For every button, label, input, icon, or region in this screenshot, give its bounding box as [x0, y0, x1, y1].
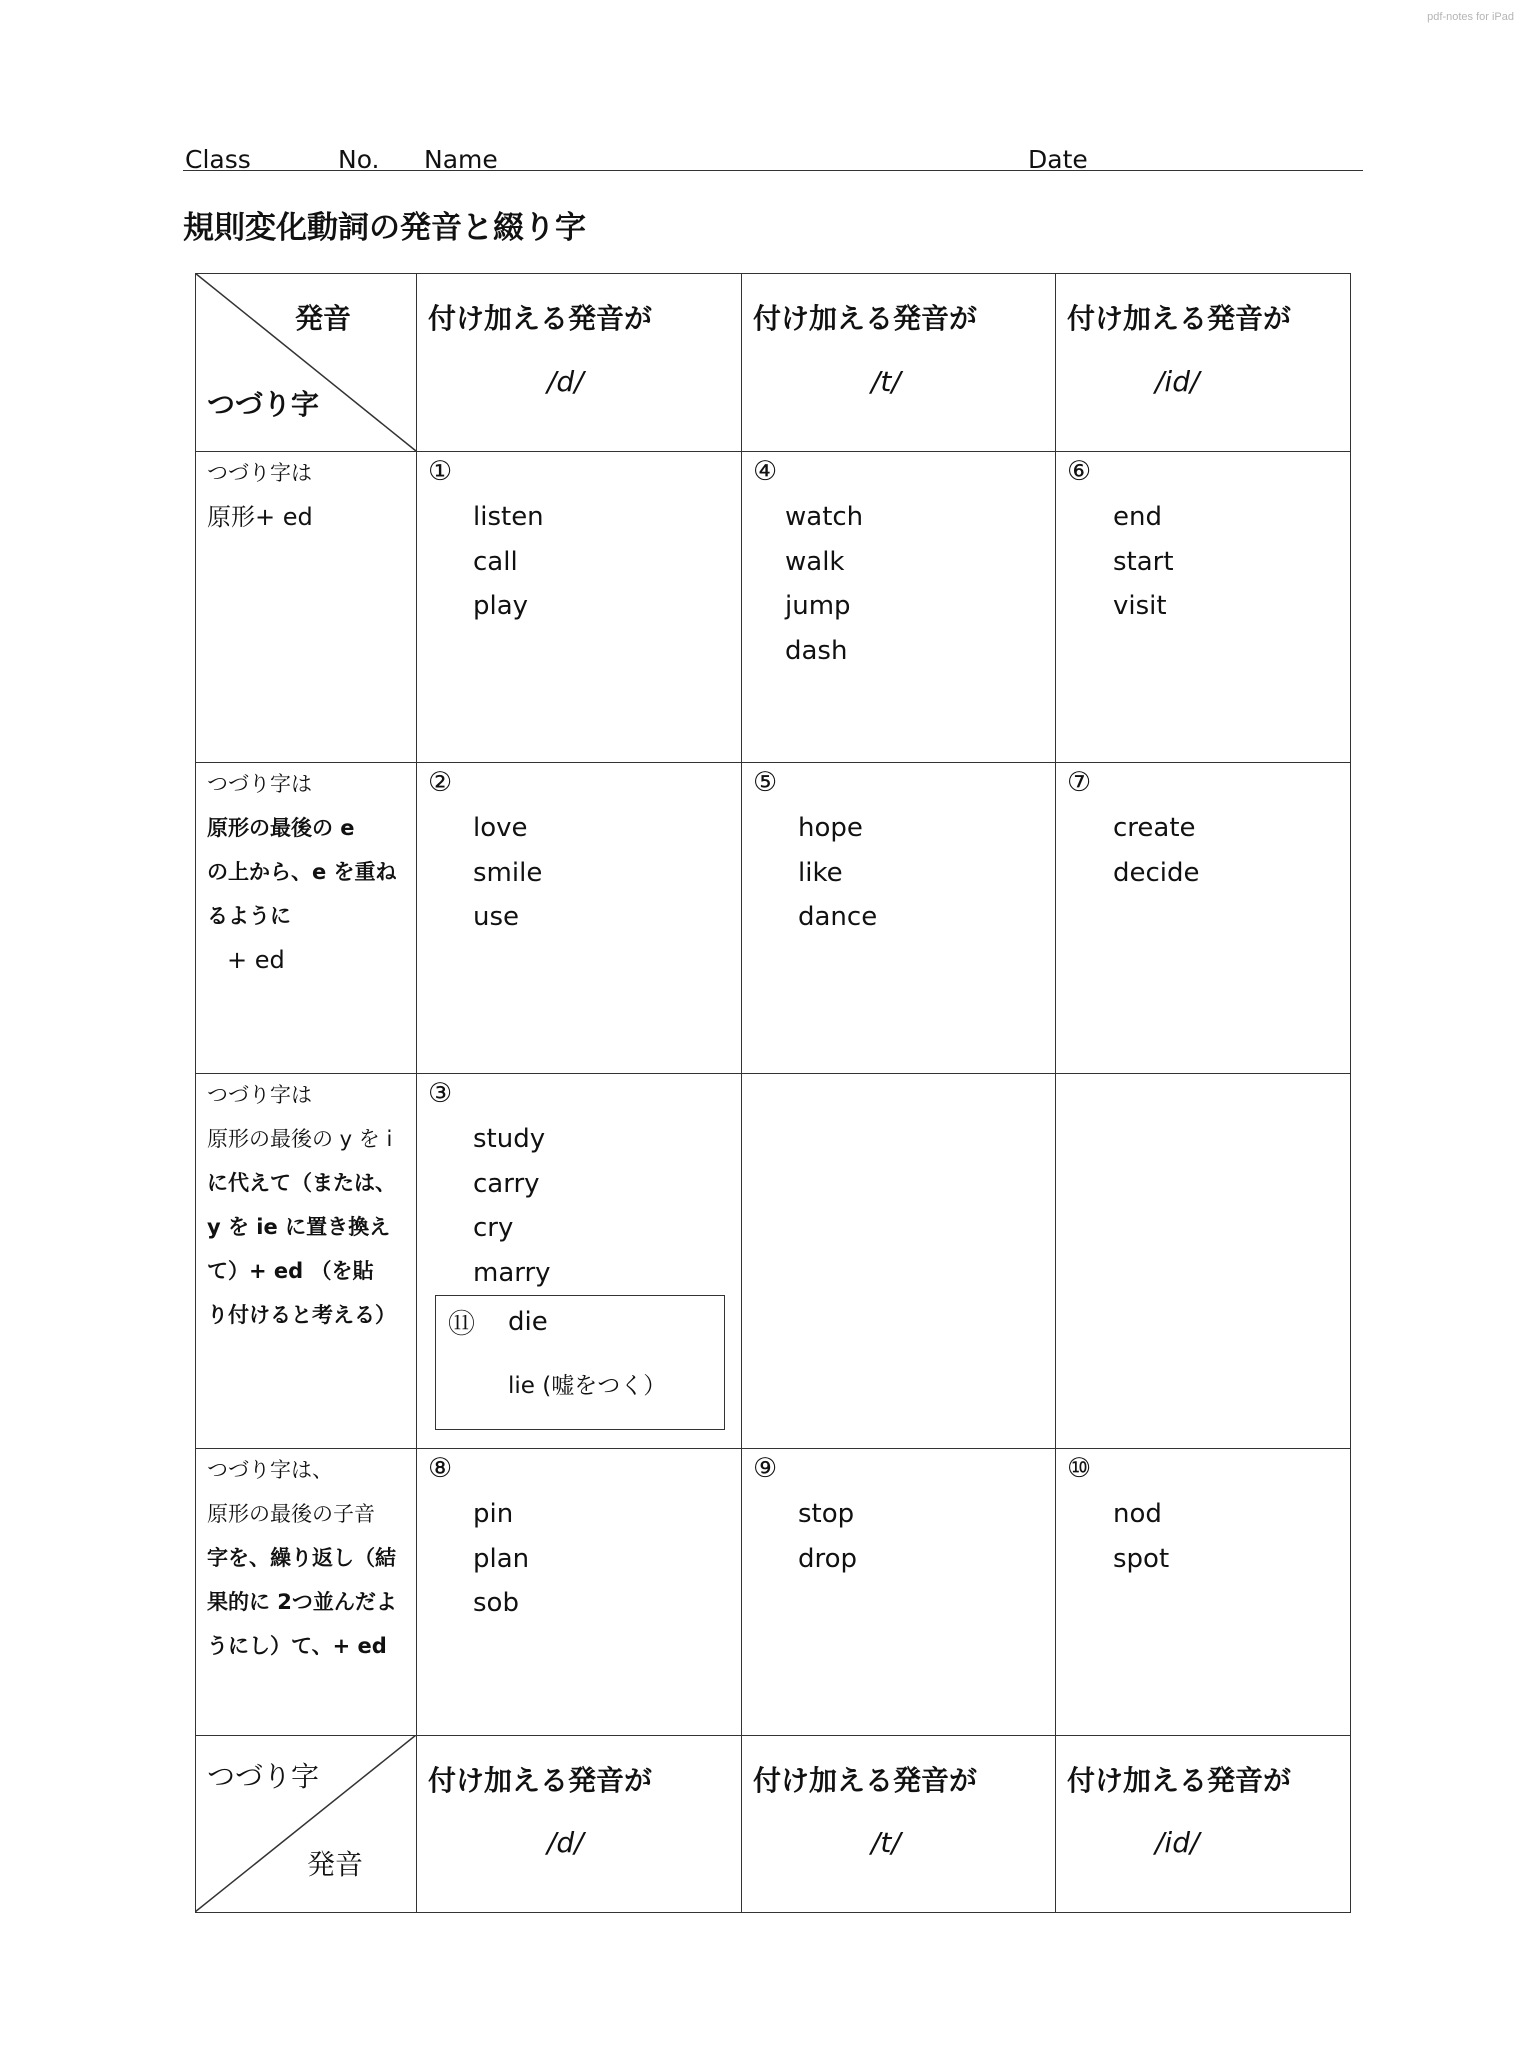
- row2-t-number: ⑤: [753, 767, 778, 798]
- page-title: 規則変化動詞の発音と綴り字: [183, 210, 586, 246]
- column-title-id: 付け加える発音が: [1067, 302, 1292, 335]
- word: nod: [1113, 1499, 1162, 1529]
- row4-d-words: [473, 1492, 529, 1626]
- row4-label-line1: つづり字は、: [207, 1458, 333, 1482]
- row3-label-line4: y を ie に置き換え: [207, 1215, 391, 1239]
- word: spot: [1113, 1543, 1170, 1574]
- row2-label-line5: + ed: [227, 946, 285, 974]
- exception-word-die: die: [508, 1307, 548, 1337]
- name-label: Name: [424, 145, 498, 174]
- row3-label-line1: つづり字は: [207, 1083, 312, 1107]
- date-label: Date: [1028, 145, 1088, 174]
- row3-label-line5: て）+ ed （を貼: [207, 1259, 374, 1283]
- table-divider-1: [416, 273, 417, 1913]
- table-divider-3: [1055, 273, 1056, 1913]
- word: create: [1113, 813, 1196, 843]
- word: dance: [798, 902, 878, 932]
- bottom-column-title-d: 付け加える発音が: [428, 1764, 653, 1797]
- row1-t-number: ④: [753, 456, 778, 487]
- row2-d-words: [473, 806, 542, 940]
- corner-pron-label: 発音: [295, 302, 352, 335]
- column-symbol-id: /id/: [1155, 365, 1200, 398]
- word: listen: [473, 502, 544, 532]
- class-label: Class: [185, 145, 251, 174]
- word: call: [473, 546, 518, 577]
- row4-label-line4: 果的に 2つ並んだよ: [207, 1590, 397, 1614]
- row4-id-words: [1113, 1492, 1169, 1581]
- bottom-column-symbol-d: /d/: [547, 1826, 584, 1859]
- word: start: [1113, 546, 1174, 577]
- table-divider-2: [741, 273, 742, 1913]
- row4-label: [207, 1448, 413, 1668]
- word: walk: [785, 546, 845, 577]
- table-border-left: [195, 273, 196, 1913]
- row2-label-line2: 原形の最後の e: [207, 816, 355, 840]
- word: plan: [473, 1543, 530, 1574]
- bottom-column-symbol-id: /id/: [1155, 1826, 1200, 1859]
- corner-bottom-spell-label: つづり字: [207, 1760, 320, 1793]
- word: carry: [473, 1168, 540, 1199]
- word: pin: [473, 1499, 514, 1529]
- word: love: [473, 813, 528, 843]
- word: play: [473, 591, 529, 621]
- word: end: [1113, 502, 1162, 532]
- word: study: [473, 1124, 546, 1154]
- row2-label-line3: の上から、e を重ね: [207, 860, 397, 884]
- row4-id-number: ⑩: [1067, 1453, 1092, 1484]
- exception-number: ⑪: [448, 1309, 475, 1340]
- row1-id-words: [1113, 495, 1174, 629]
- word: sob: [473, 1588, 519, 1618]
- row1-label-line1: つづり字は: [207, 461, 312, 485]
- row2-label: [207, 762, 413, 982]
- row1-t-words: [785, 495, 863, 673]
- row3-label-line2: 原形の最後の y を i: [207, 1127, 393, 1151]
- corner-bottom-pron-label: 発音: [307, 1848, 364, 1881]
- row1-id-number: ⑥: [1067, 456, 1092, 487]
- exception-box: [435, 1295, 725, 1430]
- row3-d-number: ③: [428, 1078, 453, 1109]
- row2-label-line4: るように: [207, 904, 291, 928]
- row3-label: [207, 1073, 413, 1337]
- corner-spell-label: つづり字: [207, 388, 320, 421]
- row4-t-words: [798, 1492, 857, 1581]
- table-border-right: [1350, 273, 1351, 1913]
- word: stop: [798, 1499, 855, 1529]
- row4-label-line2: 原形の最後の子音: [207, 1502, 375, 1526]
- row4-t-number: ⑨: [753, 1453, 778, 1484]
- word: marry: [473, 1257, 551, 1288]
- bottom-column-title-id: 付け加える発音が: [1067, 1764, 1292, 1797]
- pronunciation-table: [195, 273, 1351, 1913]
- row4-label-line3: 字を、繰り返し（結: [207, 1546, 396, 1570]
- word: hope: [798, 813, 863, 843]
- row2-id-number: ⑦: [1067, 767, 1092, 798]
- number-label: No.: [338, 145, 380, 174]
- word: smile: [473, 857, 543, 888]
- column-symbol-d: /d/: [547, 365, 584, 398]
- row1-label: [207, 451, 413, 539]
- row3-d-words: [473, 1117, 551, 1295]
- word: jump: [785, 591, 851, 621]
- column-title-t: 付け加える発音が: [753, 302, 978, 335]
- row3-label-line3: に代えて（または、: [207, 1171, 396, 1195]
- column-symbol-t: /t/: [871, 365, 901, 398]
- row1-label-line2: 原形+ ed: [207, 503, 313, 531]
- word: dash: [785, 635, 848, 666]
- row4-label-line5: うにし）て、+ ed: [207, 1634, 387, 1658]
- row2-d-number: ②: [428, 767, 453, 798]
- word: visit: [1113, 591, 1167, 621]
- header-underline: [183, 170, 1363, 171]
- row1-d-words: [473, 495, 544, 629]
- row2-label-line1: つづり字は: [207, 772, 312, 796]
- word: like: [798, 857, 843, 888]
- word: drop: [798, 1543, 858, 1574]
- watermark: pdf-notes for iPad: [1427, 11, 1514, 23]
- bottom-column-title-t: 付け加える発音が: [753, 1764, 978, 1797]
- row2-id-words: [1113, 806, 1200, 895]
- row4-d-number: ⑧: [428, 1453, 453, 1484]
- row1-d-number: ①: [428, 456, 453, 487]
- bottom-column-symbol-t: /t/: [871, 1826, 901, 1859]
- word: use: [473, 902, 520, 932]
- column-title-d: 付け加える発音が: [428, 302, 653, 335]
- row2-t-words: [798, 806, 877, 940]
- row3-label-line6: り付けると考える）: [207, 1303, 396, 1327]
- word: watch: [785, 502, 864, 532]
- word: cry: [473, 1213, 514, 1243]
- word: decide: [1113, 857, 1200, 888]
- exception-word-lie: lie (嘘をつく）: [508, 1373, 667, 1399]
